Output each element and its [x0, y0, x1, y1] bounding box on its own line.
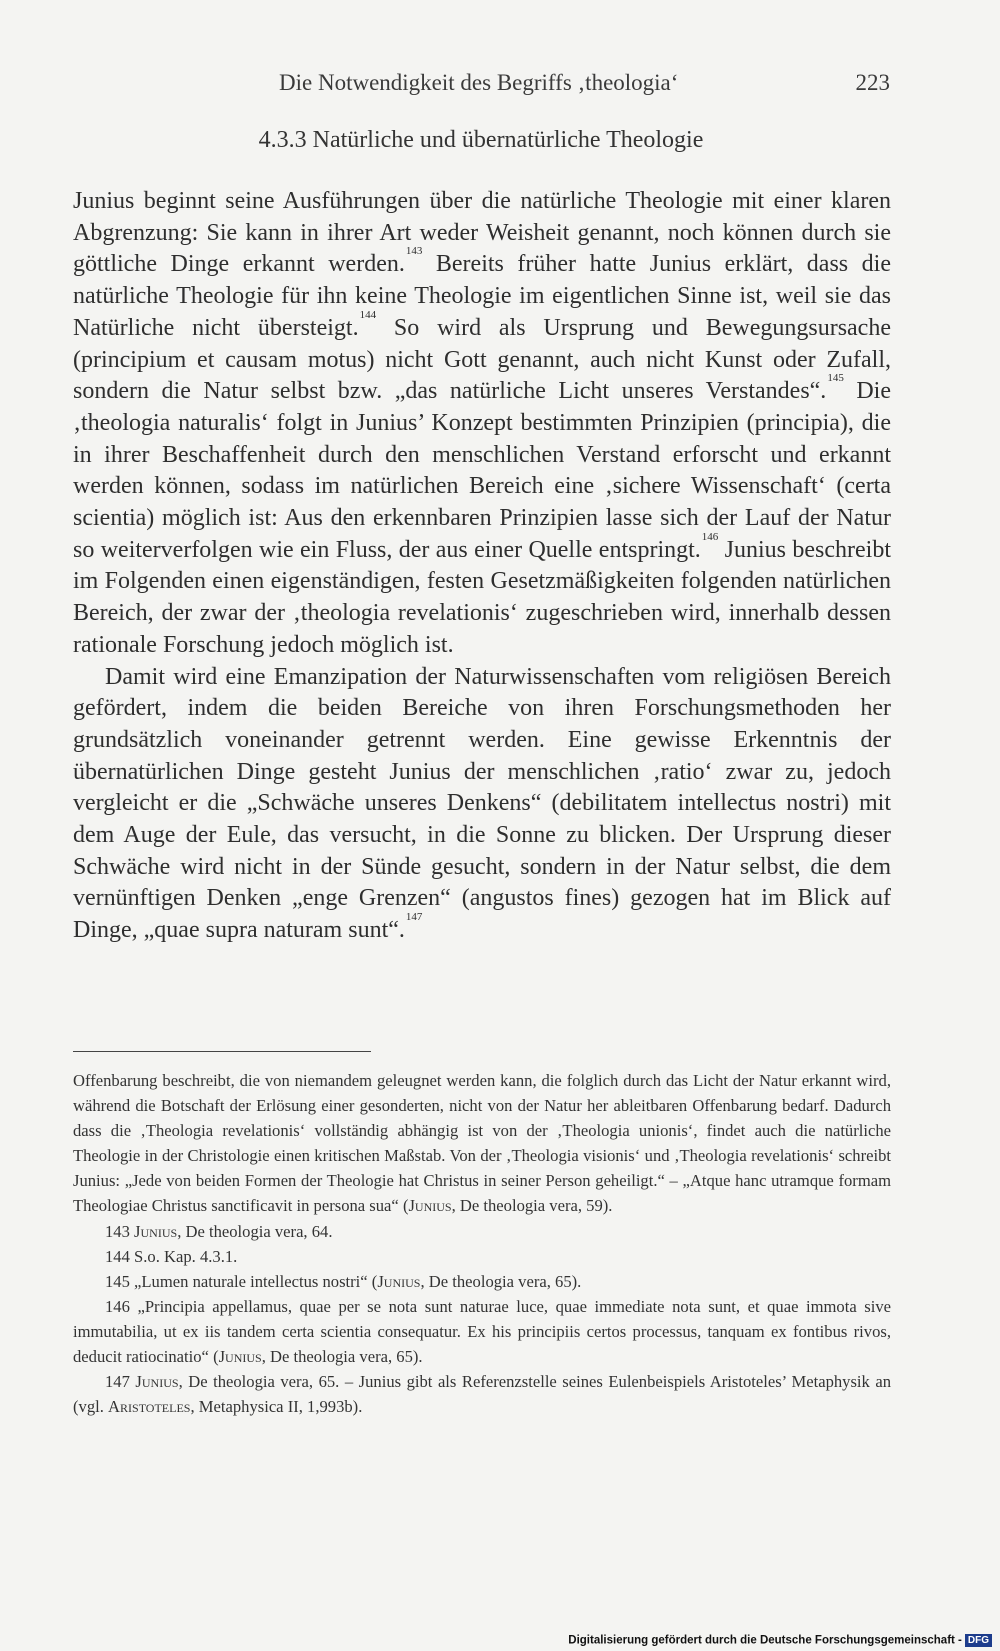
- author-name: Junius: [408, 1196, 452, 1216]
- text-run: Junius beginnt seine Ausführungen über die natürliche Theologie mit einer klaren Abgrenzung: Sie kann in ihrer Art weder Weisheit genannt, noch können durch sie göttliche Dinge erkannt werden.: [73, 188, 891, 278]
- text-run: S.o. Kap. 4.3.1.: [134, 1246, 238, 1266]
- footnote-ref-145[interactable]: 145: [827, 372, 844, 385]
- text-run: , De theologia vera, 59).: [451, 1196, 613, 1216]
- footnote-144: [73, 1244, 891, 1269]
- paragraph-2: [73, 662, 891, 947]
- text-run: Junius beschreibt im Folgenden einen eigenständigen, festen Gesetzmäßigkeiten folgenden natürlichen Bereich, der zwar der ‚theologia revelationis‘ zugeschrieben wird, innerhalb dessen rationale Forschung jedoch möglich ist.: [73, 536, 891, 658]
- dfg-logo: DFG: [965, 1634, 992, 1647]
- footnote-ref-146[interactable]: 146: [701, 530, 719, 543]
- footnotes: [73, 1068, 891, 1419]
- text-run: , De theologia vera, 65).: [261, 1347, 423, 1367]
- footnote-separator: [73, 1051, 371, 1052]
- author-name: Junius: [135, 1372, 179, 1392]
- footnote-146: [73, 1294, 891, 1369]
- text-run: Damit wird eine Emanzipation der Naturwissenschaften vom religiösen Bereich gefördert, indem die beiden Bereiche von ihren Forschungsmethoden her grundsätzlich voneinander getrennt werden. Eine gewisse Erkenntnis der übernatürlichen Dinge gesteht Junius der menschlichen ‚ratio‘ zwar zu, jedoch vergleicht er die „Schwäche unseres Denkens“ (debilitatem intellectus nostri) mit dem Auge der Eule, das versucht, in die Sonne zu blicken. Der Ursprung dieser Schwäche wird nicht in der Sünde gesucht, sondern in der Natur selbst, die dem vernünftigen Denken „enge Grenzen“ (angustos fines) gezogen hat im Blick auf Dinge, „quae supra naturam sunt“.: [73, 663, 891, 944]
- running-title: Die Notwendigkeit des Begriffs ‚theologia‘: [279, 70, 679, 95]
- footnote-143: [73, 1219, 891, 1244]
- text-run: „Principia appellamus, quae per se nota sunt naturae luce, quae immediate nota sunt, et quae immota sive immutabilia, ut ex iis tandem certa scientia consequatur. Ex his principiis certos processus, tanquam ex fontibus rivos, deducit ratiocinatio“ (: [73, 1296, 891, 1367]
- footnote-number: 147: [105, 1372, 130, 1392]
- footnote-number: 143: [105, 1221, 130, 1241]
- footnote-147: [73, 1369, 891, 1419]
- paragraph-1: [73, 186, 891, 662]
- author-name: Aristoteles: [108, 1397, 191, 1417]
- text-run: Bereits früher hatte Junius erklärt, dass die natürliche Theologie für ihn keine Theologie im eigentlichen Sinne ist, weil sie das Natürliche nicht übersteigt.: [73, 251, 891, 341]
- author-name: Junius: [377, 1271, 421, 1291]
- footnote-ref-143[interactable]: 143: [405, 245, 423, 258]
- text-run: „Lumen naturale intellectus nostri“ (: [134, 1271, 378, 1291]
- funding-watermark: [568, 1634, 992, 1647]
- text-run: , De theologia vera, 64.: [177, 1221, 333, 1241]
- footnote-ref-147[interactable]: 147: [405, 911, 423, 924]
- main-text: [73, 186, 891, 947]
- author-name: Junius: [134, 1221, 178, 1241]
- footnote-number: 145: [105, 1271, 130, 1291]
- section-heading: 4.3.3 Natürliche und übernatürliche Theologie: [258, 127, 704, 153]
- text-run: , De theologia vera, 65. – Junius gibt als Referenzstelle seines Eulenbeispiels Aristoteles’ Metaphysik an (vgl.: [73, 1372, 892, 1417]
- watermark-text: Digitalisierung gefördert durch die Deutsche Forschungsgemeinschaft -: [568, 1634, 962, 1647]
- text-run: Die ‚theologia naturalis‘ folgt in Junius’ Konzept bestimmten Prinzipien (principia), die in ihrer Beschaffenheit durch den menschlichen Verstand erforscht und erkannt werden können, sodass im natürlichen Bereich eine ‚sichere Wissenschaft‘ (certa scientia) möglich ist: Aus den erkennbaren Prinzipien lasse sich der Lauf der Natur so weiterverfolgen wie ein Fluss, der aus einer Quelle entspringt.: [73, 378, 892, 563]
- text-run: , Metaphysica II, 1,993b).: [190, 1397, 363, 1417]
- footnote-145: [73, 1269, 891, 1294]
- footnote-number: 146: [105, 1296, 130, 1316]
- text-run: , De theologia vera, 65).: [420, 1271, 582, 1291]
- footnote-number: 144: [105, 1246, 130, 1266]
- text-run: Offenbarung beschreibt, die von niemandem geleugnet werden kann, die folglich durch das Licht der Natur erkannt wird, während die Botschaft der Erlösung einer gesonderten, nicht von der Natur her ableitbaren Offenbarung bedarf. Dadurch dass die ‚Theologia revelationis‘ vollständig abhängig ist von der ‚Theologia unionis‘, findet auch die natürliche Theologie in der Christologie einen kritischen Maßstab. Von der ‚Theologia visionis‘ und ‚Theologia revelationis‘ schreibt Junius: „Jede von beiden Formen der Theologie hat Christus in seiner Person geheiligt.“ – „Atque hanc utramque formam Theologiae Christus sanctificavit in persona sua“ (: [73, 1071, 891, 1216]
- page-number: 223: [855, 70, 890, 95]
- footnote-ref-144[interactable]: 144: [359, 308, 377, 321]
- footnote-continuation: [73, 1068, 891, 1219]
- text-run: So wird als Ursprung und Bewegungsursache (principium et causam motus) nicht Gott genannt, auch nicht Kunst oder Zufall, sondern die Natur selbst bzw. „das natürliche Licht unseres Verstandes“.: [73, 314, 891, 405]
- author-name: Junius: [218, 1347, 262, 1367]
